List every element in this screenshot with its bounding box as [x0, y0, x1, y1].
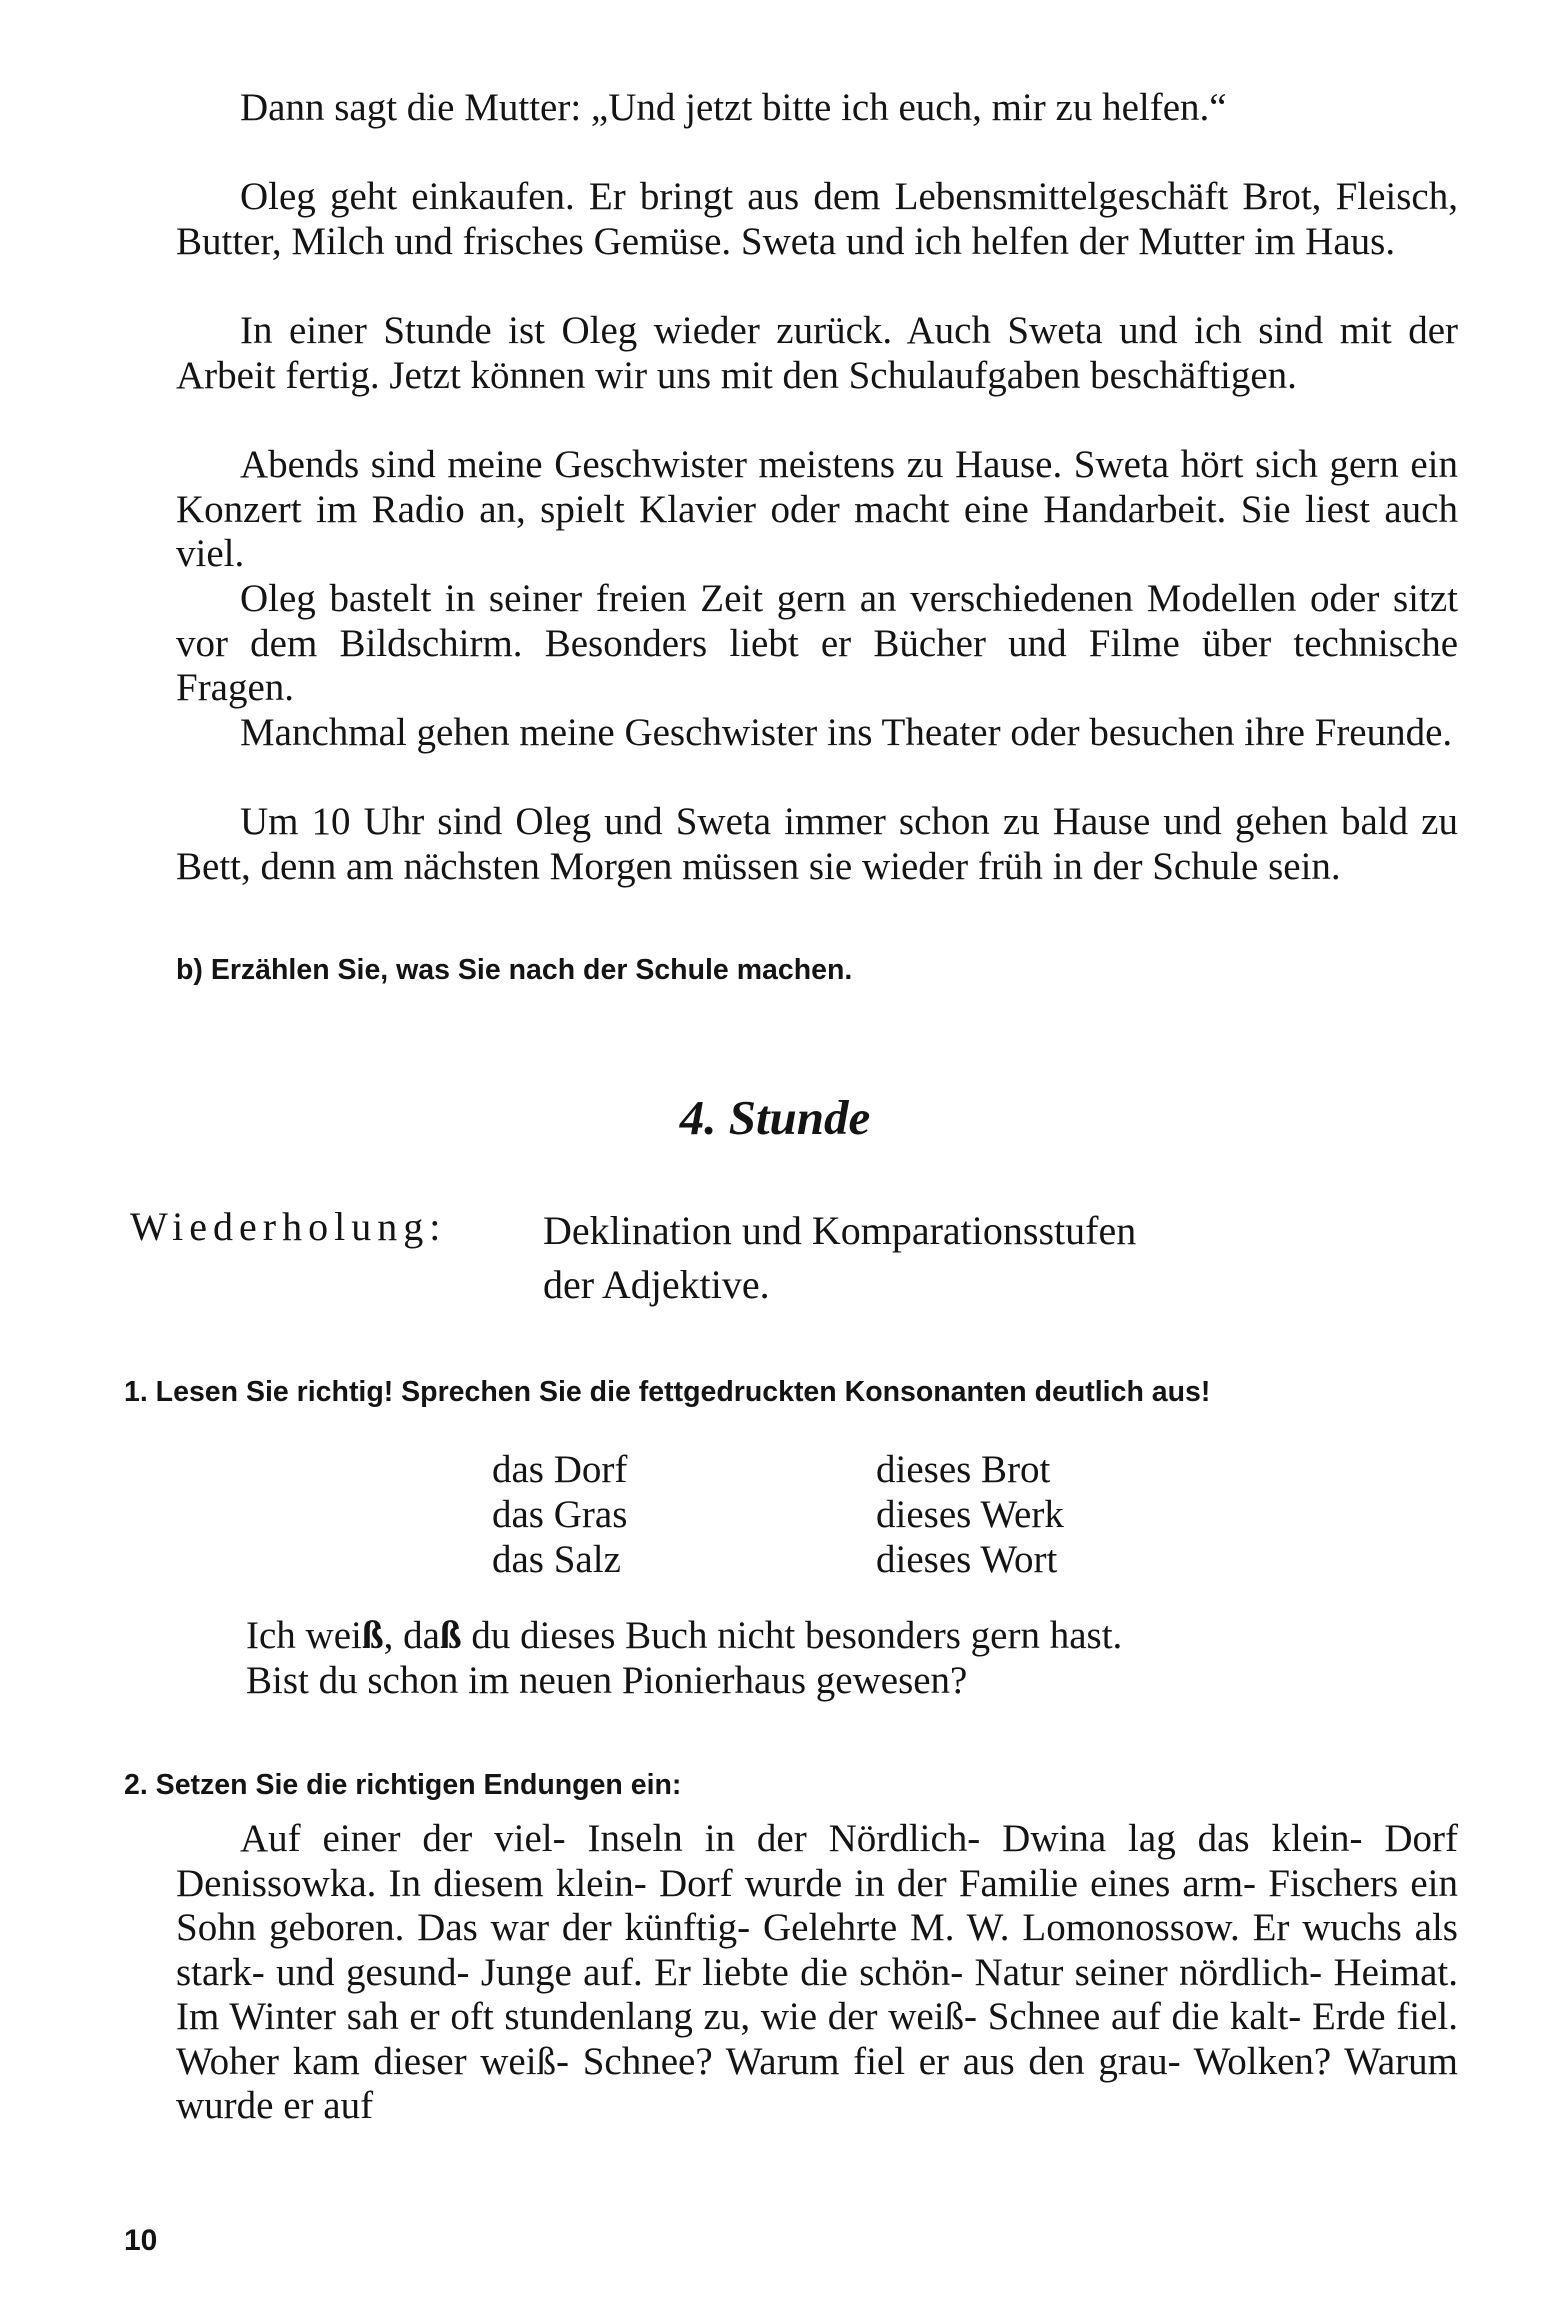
- example-sentence: Bist du schon im neuen Pionierhaus gewesen?: [246, 1659, 968, 1702]
- bold-consonant: ß: [361, 1614, 384, 1657]
- word-list: [0, 1447, 1550, 1587]
- sentence-text: , da: [383, 1614, 440, 1657]
- word-item: dieses Werk: [876, 1493, 1064, 1536]
- sentence-text: du dieses Buch nicht besonders gern hast.: [461, 1614, 1123, 1657]
- example-sentence: [246, 1613, 1466, 1658]
- section-title: 4. Stunde: [679, 1090, 871, 1145]
- word-item: das Dorf: [492, 1448, 628, 1491]
- word-item: das Gras: [492, 1493, 628, 1536]
- word-item: dieses Brot: [876, 1448, 1051, 1491]
- paragraph: In einer Stunde ist Oleg wieder zurück. Auch Sweta und ich sind mit der Arbeit fertig. Jetzt können wir uns mit den Schulaufgaben beschäftigen.: [176, 309, 1458, 397]
- review-topic-line: der Adjektive.: [543, 1262, 770, 1307]
- page-number: 10: [124, 2224, 158, 2257]
- review-label: Wiederholung:: [130, 1204, 447, 1249]
- paragraph: Oleg bastelt in seiner freien Zeit gern an verschiedenen Modellen oder sitzt vor dem Bildschirm. Besonders liebt er Bücher und Filme über technische Fragen.: [176, 577, 1458, 709]
- review-topic: [543, 1204, 1363, 1312]
- paragraph: Dann sagt die Mutter: „Und jetzt bitte ich euch, mir zu helfen.“: [240, 86, 1227, 129]
- paragraph: Auf einer der viel- Inseln in der Nördlich- Dwina lag das klein- Dorf Denissowka. In diesem klein- Dorf wurde in der Familie eines arm- Fischers ein Sohn geboren. Das war der künftig- Gelehrte M. W. Lomonossow. Er wuchs als stark- und gesund- Junge auf. Er liebte die schön- Natur seiner nördlich- Heimat. Im Winter sah er oft stundenlang zu, wie der weiß- Schnee auf die kalt- Erde fiel. Woher kam dieser weiß- Schnee? Warum fiel er aus den grau- Wolken? Warum wurde er auf: [176, 1817, 1458, 2127]
- exercise2-instruction: 2. Setzen Sie die richtigen Endungen ein:: [124, 1769, 682, 1801]
- review-topic-line: Deklination und Komparationsstufen: [543, 1208, 1137, 1253]
- sentence-text: Ich wei: [246, 1614, 362, 1657]
- task-b-instruction: b) Erzählen Sie, was Sie nach der Schule machen.: [176, 954, 853, 986]
- word-item: dieses Wort: [876, 1538, 1058, 1581]
- paragraph: Oleg geht einkaufen. Er bringt aus dem Lebensmittelgeschäft Brot, Fleisch, Butter, Milch und frisches Gemüse. Sweta und ich helfen der Mutter im Haus.: [176, 175, 1458, 263]
- paragraph: Manchmal gehen meine Geschwister ins Theater oder besuchen ihre Freunde.: [240, 711, 1453, 754]
- example-sentences: [246, 1613, 1466, 1703]
- bold-consonant: ß: [439, 1614, 462, 1657]
- exercise1-instruction: 1. Lesen Sie richtig! Sprechen Sie die fettgedruckten Konsonanten deutlich aus!: [124, 1376, 1211, 1408]
- paragraph: Abends sind meine Geschwister meistens zu Hause. Sweta hört sich gern ein Konzert im Radio an, spielt Klavier oder macht eine Handarbeit. Sie liest auch viel.: [176, 443, 1458, 575]
- word-item: das Salz: [492, 1538, 621, 1581]
- paragraph: Um 10 Uhr sind Oleg und Sweta immer schon zu Hause und gehen bald zu Bett, denn am nächsten Morgen müssen sie wieder früh in der Schule sein.: [176, 800, 1458, 888]
